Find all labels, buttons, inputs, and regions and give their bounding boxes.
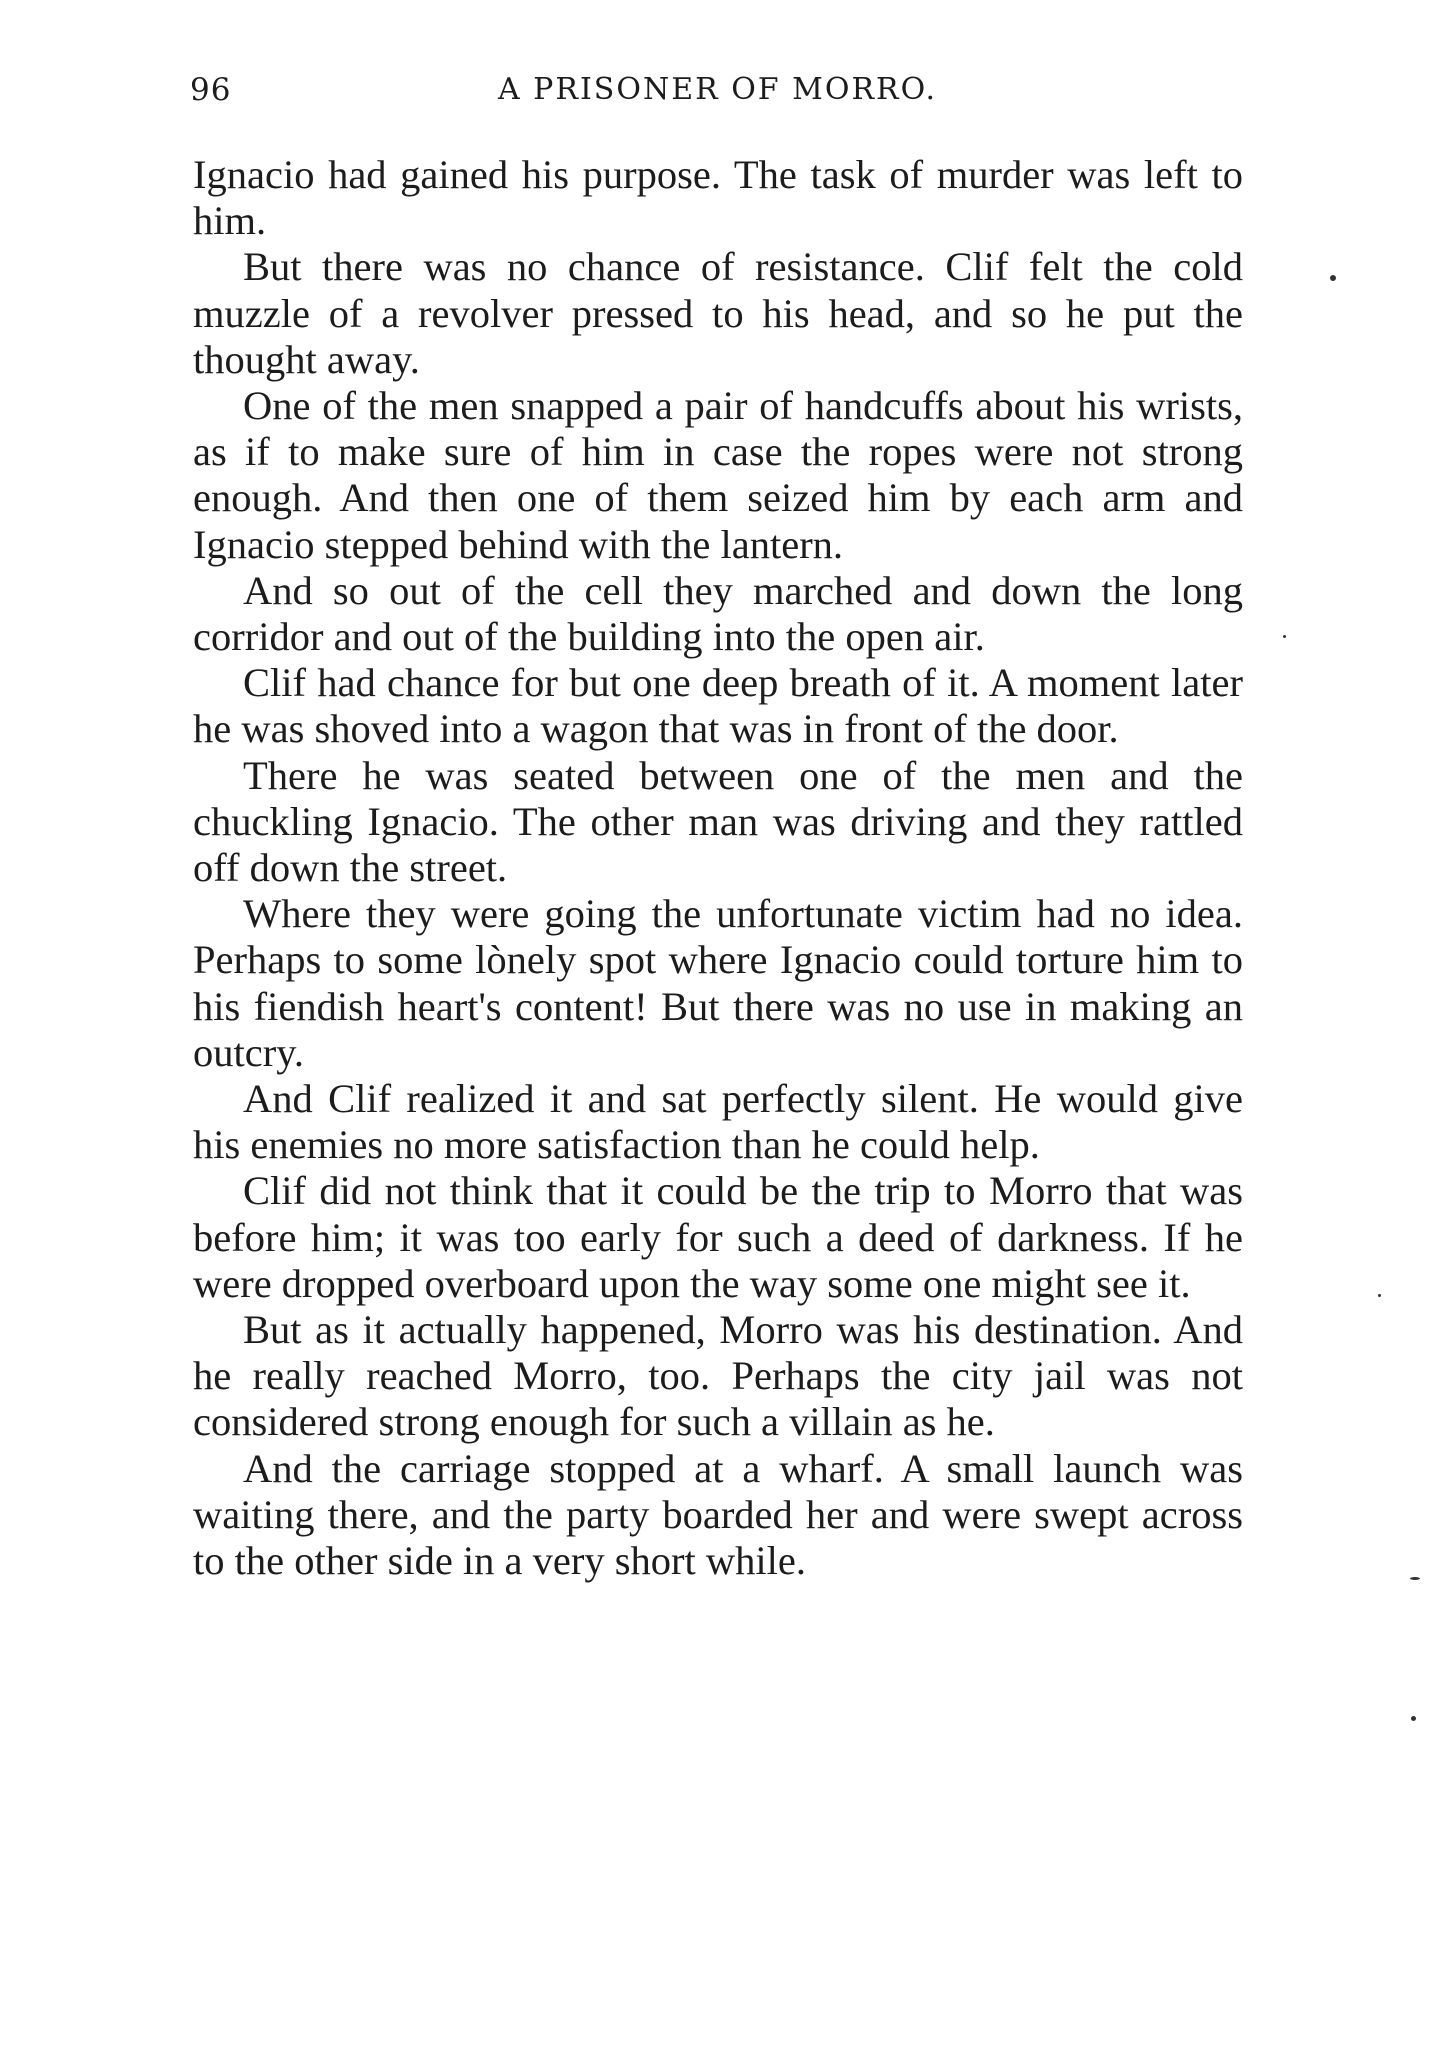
paragraph-2: But there was no chance of resistance. Clif felt the cold muzzle of a revolver pressed to his head, and so he put the thought away. [193, 244, 1243, 382]
body-text [193, 152, 1243, 1584]
paragraph-4: And so out of the cell they marched and down the long corridor and out of the building into the open air. [193, 567, 1243, 660]
paragraph-5: Clif had chance for but one deep breath of it. A moment later he was shoved into a wagon that was in front of the door. [193, 660, 1243, 752]
paragraph-8: And Clif realized it and sat perfectly silent. He would give his enemies no more satisfaction than he could help. [193, 1076, 1243, 1168]
running-title: A PRISONER OF MORRO. [497, 72, 938, 107]
ink-speck [1410, 1577, 1420, 1580]
paragraph-7: Where they were going the unfortunate victim had no idea. Perhaps to some lònely spot where Ignacio could torture him to his fiendish heart's content! But there was no use in making an outcry. [193, 891, 1243, 1075]
paragraph-10: But as it actually happened, Morro was his destination. And he really reached Morro, too. Perhaps the city jail was not considered strong enough for such a villain as he. [193, 1307, 1243, 1445]
ink-speck [1330, 275, 1336, 281]
paragraph-1: Ignacio had gained his purpose. The task of murder was left to him. [193, 152, 1243, 244]
ink-speck [1378, 1294, 1381, 1297]
paragraph-11: And the carriage stopped at a wharf. A small launch was waiting there, and the party boarded her and were swept across to the other side in a very short while. [193, 1445, 1243, 1584]
ink-speck [1411, 1716, 1416, 1721]
paragraph-3: One of the men snapped a pair of handcuffs about his wrists, as if to make sure of him in case the ropes were not strong enough. And then one of them seized him by each arm and Ignacio stepped behind with the lantern. [193, 383, 1243, 567]
ink-speck [1283, 635, 1286, 638]
paragraph-9: Clif did not think that it could be the trip to Morro that was before him; it was too early for such a deed of darkness. If he were dropped overboard upon the way some one might see it. [193, 1168, 1243, 1306]
page-number: 96 [190, 72, 232, 108]
running-head [190, 72, 1245, 122]
paragraph-6: There he was seated between one of the men and the chuckling Ignacio. The other man was driving and they rattled off down the street. [193, 752, 1243, 891]
